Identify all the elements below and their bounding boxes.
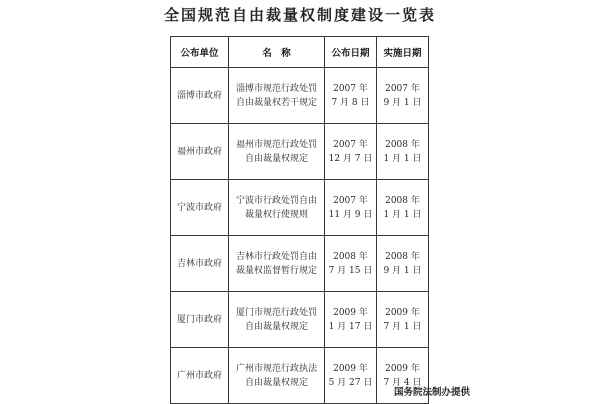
table-row — [171, 124, 429, 180]
effective-year: 2008 年 — [385, 195, 420, 206]
cell-publish-date — [325, 68, 377, 124]
publish-day: 7 月 8 日 — [331, 97, 370, 108]
effective-day: 9 月 1 日 — [383, 97, 422, 108]
effective-year: 2007 年 — [385, 83, 420, 94]
cell-name-line-1: 吉林市行政处罚自由 — [235, 251, 317, 262]
cell-name-line-1: 广州市规范行政执法 — [235, 363, 317, 374]
publish-year: 2007 年 — [333, 83, 368, 94]
cell-effective-date — [377, 236, 429, 292]
cell-name-line-2: 自由裁量权规定 — [244, 377, 308, 388]
effective-year: 2008 年 — [385, 139, 420, 150]
cell-name — [229, 180, 325, 236]
cell-name-line-1: 福州市规范行政处罚 — [235, 139, 317, 150]
header-name: 名 称 — [229, 37, 325, 68]
cell-name-line-2: 自由裁量权规定 — [244, 153, 308, 164]
cell-name-line-1: 淄博市规范行政处罚 — [235, 83, 317, 94]
cell-effective-date — [377, 124, 429, 180]
effective-day: 1 月 1 日 — [383, 209, 422, 220]
cell-unit: 厦门市政府 — [171, 292, 229, 348]
cell-unit: 宁波市政府 — [171, 180, 229, 236]
cell-effective-date — [377, 68, 429, 124]
publish-year: 2007 年 — [333, 139, 368, 150]
effective-year: 2008 年 — [385, 251, 420, 262]
header-effective-date: 实施日期 — [377, 37, 429, 68]
publish-day: 1 月 17 日 — [328, 321, 373, 332]
publish-day: 11 月 9 日 — [328, 209, 373, 220]
cell-name-line-2: 自由裁量权规定 — [244, 321, 308, 332]
cell-publish-date — [325, 236, 377, 292]
table-header-row — [171, 37, 429, 68]
cell-publish-date — [325, 124, 377, 180]
cell-name — [229, 124, 325, 180]
cell-name-line-2: 自由裁量权若干规定 — [235, 97, 317, 108]
publish-day: 7 月 15 日 — [328, 265, 373, 276]
cell-name-line-1: 厦门市规范行政处罚 — [235, 307, 317, 318]
cell-name — [229, 236, 325, 292]
table-row — [171, 292, 429, 348]
cell-publish-date — [325, 292, 377, 348]
publish-day: 12 月 7 日 — [328, 153, 373, 164]
cell-effective-date — [377, 292, 429, 348]
cell-unit: 福州市政府 — [171, 124, 229, 180]
header-unit: 公布单位 — [171, 37, 229, 68]
table-row — [171, 68, 429, 124]
cell-name-line-2: 裁量权行使规则 — [244, 209, 308, 220]
effective-year: 2009 年 — [385, 363, 420, 374]
effective-day: 7 月 1 日 — [383, 321, 422, 332]
publish-year: 2009 年 — [333, 307, 368, 318]
page-title: 全国规范自由裁量权制度建设一览表 — [163, 6, 436, 24]
effective-year: 2009 年 — [385, 307, 420, 318]
cell-name-line-2: 裁量权监督暂行规定 — [235, 265, 317, 276]
publish-day: 5 月 27 日 — [328, 377, 373, 388]
table-row — [171, 180, 429, 236]
cell-unit: 淄博市政府 — [171, 68, 229, 124]
cell-name — [229, 292, 325, 348]
cell-effective-date — [377, 180, 429, 236]
publish-year: 2007 年 — [333, 195, 368, 206]
table-row — [171, 236, 429, 292]
regulation-table — [170, 36, 429, 404]
cell-name — [229, 68, 325, 124]
effective-day: 1 月 1 日 — [383, 153, 422, 164]
effective-day: 7 月 4 日 — [383, 377, 422, 388]
publish-year: 2008 年 — [333, 251, 368, 262]
effective-day: 9 月 1 日 — [383, 265, 422, 276]
cell-publish-date — [325, 180, 377, 236]
cell-unit: 吉林市政府 — [171, 236, 229, 292]
source-credit: 国务院法制办提供 — [393, 387, 470, 398]
publish-year: 2009 年 — [333, 363, 368, 374]
header-publish-date: 公布日期 — [325, 37, 377, 68]
cell-name-line-1: 宁波市行政处罚自由 — [235, 195, 317, 206]
cell-unit: 广州市政府 — [171, 348, 229, 404]
